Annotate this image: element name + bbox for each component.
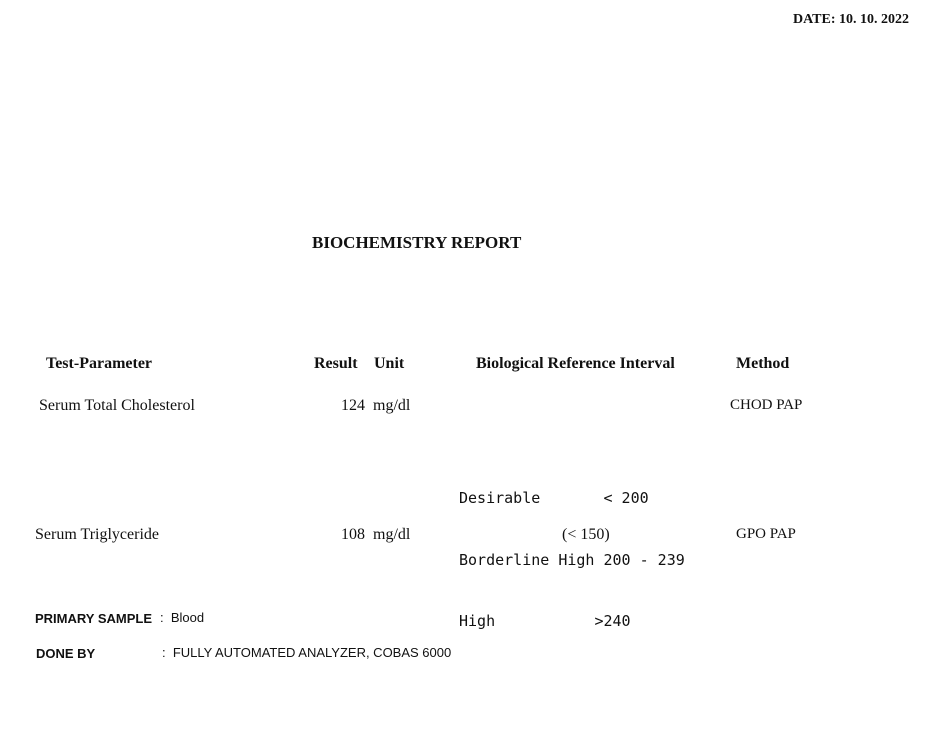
done-by-label: DONE BY [36, 646, 96, 661]
reference-interval-cell: (< 150) [562, 526, 610, 543]
reference-line-borderline-high: Borderline High 200 - 239 [459, 550, 685, 569]
test-parameter-cell: Serum Total Cholesterol [39, 397, 195, 414]
method-cell: CHOD PAP [730, 397, 803, 413]
primary-sample-value: : Blood [160, 610, 205, 625]
reference-interval-block [459, 447, 685, 673]
reference-line-desirable: Desirable < 200 [459, 489, 649, 507]
result-cell: 124 [341, 397, 365, 414]
unit-cell: mg/dl [373, 526, 411, 543]
method-cell: GPO PAP [736, 526, 796, 542]
column-header-reference-interval: Biological Reference Interval [476, 355, 675, 372]
column-header-test-parameter: Test-Parameter [46, 355, 153, 372]
done-by-value: : FULLY AUTOMATED ANALYZER, COBAS 6000 [162, 645, 452, 660]
column-header-result: Result [314, 355, 358, 372]
report-date: DATE: 10. 10. 2022 [792, 12, 909, 27]
unit-cell: mg/dl [373, 397, 411, 414]
primary-sample-label: PRIMARY SAMPLE [35, 611, 153, 626]
page-title: BIOCHEMISTRY REPORT [312, 233, 522, 252]
test-parameter-cell: Serum Triglyceride [35, 526, 159, 543]
column-header-unit: Unit [374, 355, 405, 372]
reference-line-high: High >240 [459, 612, 631, 630]
result-cell: 108 [341, 526, 365, 543]
column-header-method: Method [736, 355, 790, 372]
